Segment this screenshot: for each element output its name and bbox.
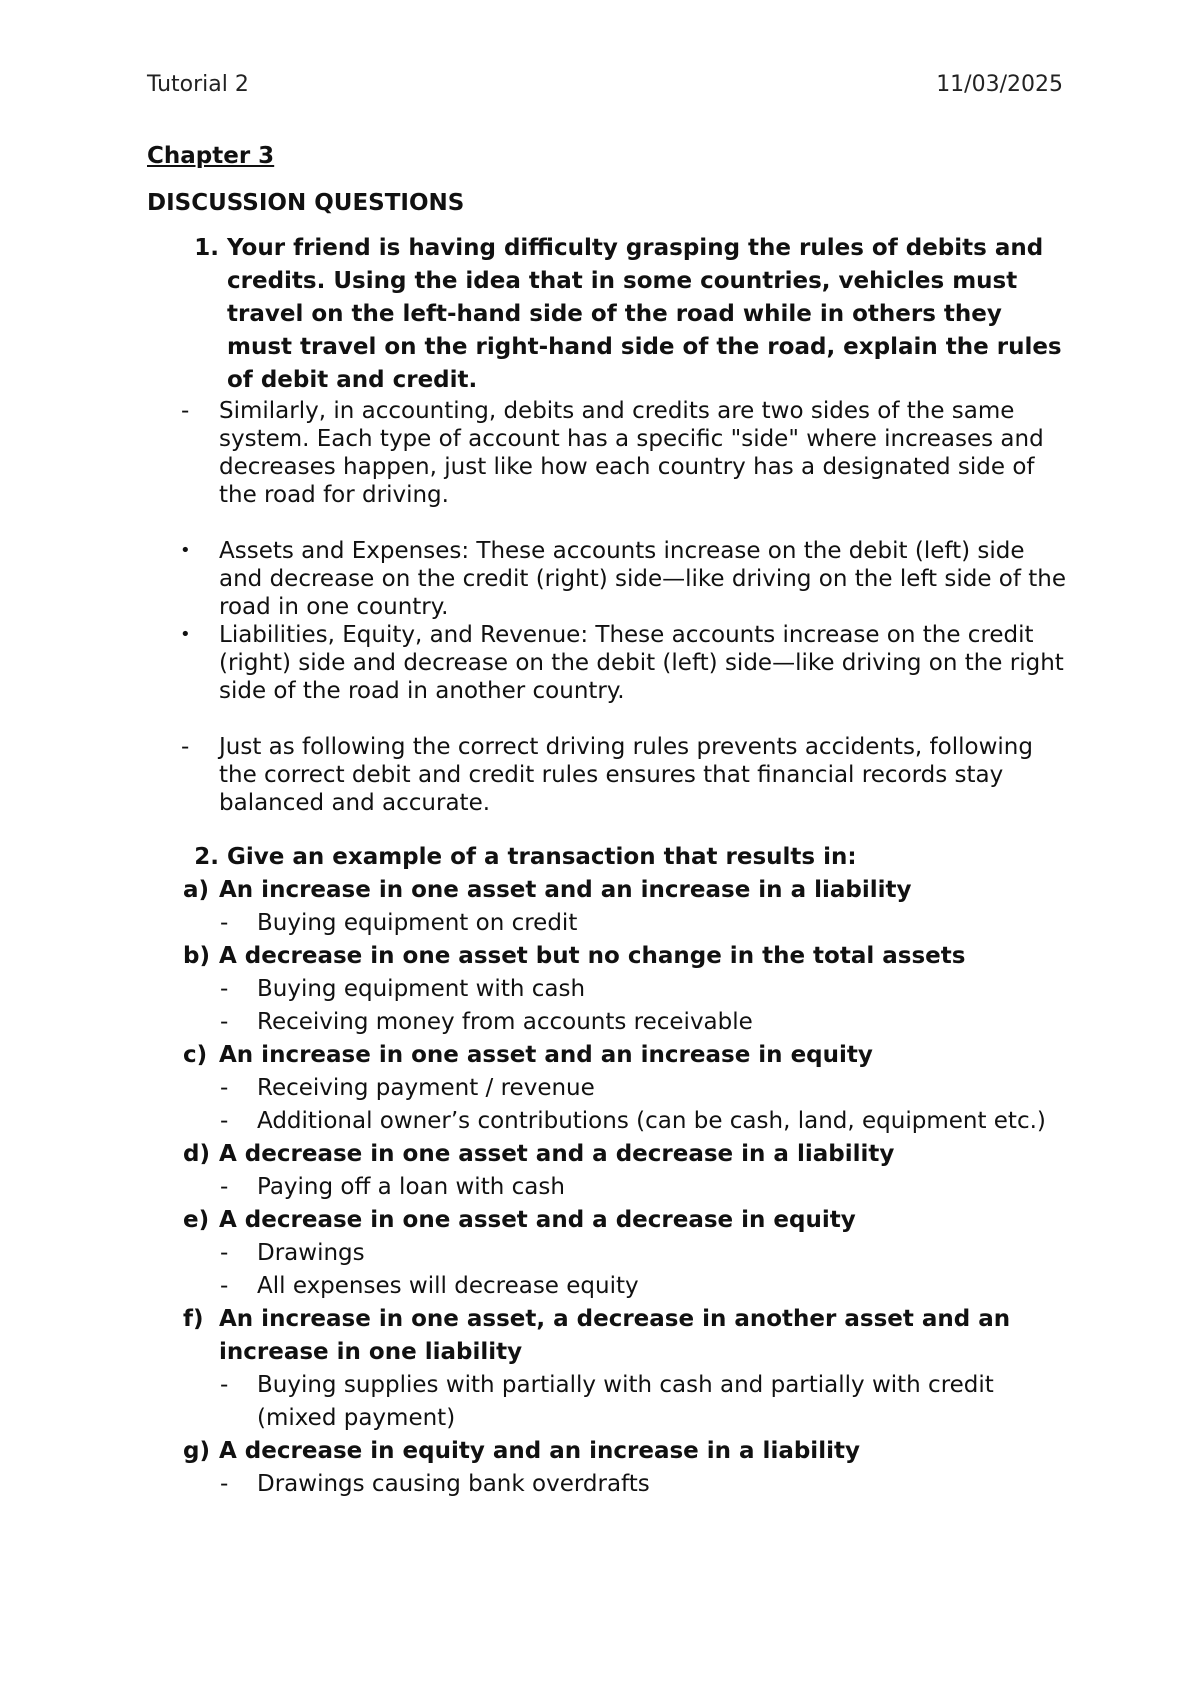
- question-number: 1.: [194, 235, 219, 261]
- example-text: All expenses will decrease equity: [257, 1273, 639, 1299]
- question-2: [147, 841, 1067, 874]
- dash-marker: -: [220, 976, 229, 1002]
- part-text: A decrease in one asset but no change in the total assets: [219, 943, 966, 969]
- dash-marker: -: [220, 1075, 229, 1101]
- header-date: 11/03/2025: [936, 72, 1063, 97]
- part-label: e): [183, 1207, 210, 1233]
- answer-text: Just as following the correct driving rules prevents accidents, following the correct debit and credit rules ensures that financial records stay balanced and accurate.: [219, 734, 1033, 816]
- example-text: Paying off a loan with cash: [257, 1174, 565, 1200]
- section-heading: DISCUSSION QUESTIONS: [147, 190, 465, 216]
- bullet-marker: •: [180, 540, 191, 561]
- part-f: [147, 1303, 1067, 1435]
- part-g: [147, 1435, 1067, 1501]
- header-title: Tutorial 2: [147, 72, 249, 97]
- list-item: [147, 1171, 1067, 1204]
- answer-text: Similarly, in accounting, debits and credits are two sides of the same system. Each type of account has a specific "side" where increases and decreases happen, just like how each country has a designated side of the road for driving.: [219, 398, 1044, 508]
- dash-marker: -: [220, 1240, 229, 1266]
- question-number: 2.: [194, 844, 219, 870]
- example-text: Drawings: [257, 1240, 365, 1266]
- bullet-text: Assets and Expenses: These accounts increase on the debit (left) side and decrease on the credit (right) side—like driving on the left side of the road in one country.: [219, 538, 1067, 620]
- bullet-item: [147, 537, 1067, 621]
- question-1: [147, 232, 1067, 397]
- question-text: Give an example of a transaction that results in:: [227, 844, 857, 870]
- part-d: [147, 1138, 1067, 1204]
- bullet-item: [147, 621, 1067, 705]
- bullet-marker: •: [180, 624, 191, 645]
- list-item: [147, 1270, 1067, 1303]
- dash-marker: -: [220, 1108, 229, 1134]
- example-text: Buying equipment on credit: [257, 910, 578, 936]
- example-text: Receiving payment / revenue: [257, 1075, 595, 1101]
- part-a: [147, 874, 1067, 940]
- list-item: [147, 1105, 1067, 1138]
- dash-marker: -: [220, 1174, 229, 1200]
- dash-marker: -: [220, 910, 229, 936]
- document-body: [147, 142, 1067, 1501]
- example-text: Receiving money from accounts receivable: [257, 1009, 753, 1035]
- part-text: A decrease in one asset and a decrease in a liability: [219, 1141, 895, 1167]
- list-item: [147, 1072, 1067, 1105]
- part-label: d): [183, 1141, 210, 1167]
- list-item: [147, 1369, 1067, 1435]
- chapter-heading: Chapter 3: [147, 143, 275, 169]
- dash-marker: -: [181, 398, 190, 424]
- part-label: b): [183, 943, 210, 969]
- part-text: A decrease in one asset and a decrease in equity: [219, 1207, 856, 1233]
- part-c: [147, 1039, 1067, 1138]
- answer-paragraph: [147, 397, 1067, 509]
- part-text: A decrease in equity and an increase in a liability: [219, 1438, 860, 1464]
- example-text: Buying equipment with cash: [257, 976, 586, 1002]
- list-item: [147, 1006, 1067, 1039]
- example-text: Drawings causing bank overdrafts: [257, 1471, 650, 1497]
- bullet-text: Liabilities, Equity, and Revenue: These accounts increase on the credit (right) side and decrease on the debit (left) side—like driving on the right side of the road in another country.: [219, 622, 1064, 704]
- part-text: An increase in one asset, a decrease in another asset and an increase in one liability: [219, 1306, 1011, 1365]
- dash-marker: -: [220, 1372, 229, 1398]
- part-text: An increase in one asset and an increase in a liability: [219, 877, 912, 903]
- page-header: [147, 70, 1063, 100]
- list-item: [147, 1468, 1067, 1501]
- answer-paragraph: [147, 733, 1067, 817]
- part-b: [147, 940, 1067, 1039]
- part-e: [147, 1204, 1067, 1303]
- dash-marker: -: [220, 1009, 229, 1035]
- list-item: [147, 907, 1067, 940]
- part-label: a): [183, 877, 210, 903]
- part-label: g): [183, 1438, 210, 1464]
- part-label: f): [183, 1306, 204, 1332]
- dash-marker: -: [220, 1471, 229, 1497]
- question-text: Your friend is having difficulty grasping the rules of debits and credits. Using the idea that in some countries, vehicles must travel on the left-hand side of the road while in others they must travel on the right-hand side of the road, explain the rules of debit and credit.: [227, 235, 1062, 393]
- example-text: Buying supplies with partially with cash and partially with credit (mixed payment): [257, 1372, 994, 1431]
- list-item: [147, 973, 1067, 1006]
- example-text: Additional owner’s contributions (can be cash, land, equipment etc.): [257, 1108, 1046, 1134]
- part-text: An increase in one asset and an increase in equity: [219, 1042, 873, 1068]
- list-item: [147, 1237, 1067, 1270]
- dash-marker: -: [220, 1273, 229, 1299]
- dash-marker: -: [181, 734, 190, 760]
- part-label: c): [183, 1042, 208, 1068]
